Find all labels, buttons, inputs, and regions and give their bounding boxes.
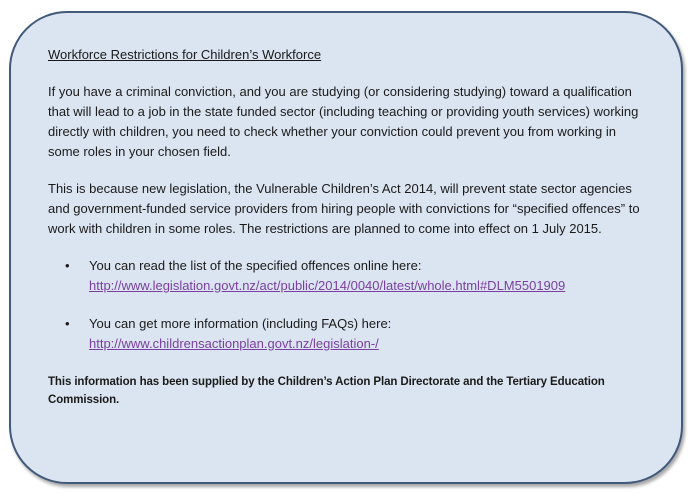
list-item-more-info [48, 314, 648, 354]
offences-link[interactable]: http://www.legislation.govt.nz/act/public/2014/0040/latest/whole.html#DLM5501909 [89, 278, 566, 293]
list-item-offences [48, 256, 648, 296]
paragraph-legislation: This is because new legislation, the Vulnerable Children’s Act 2014, will prevent state sector agencies and government-funded service providers from hiring people with convictions for “specified offences” to work with children in some roles. The restrictions are planned to come into effect on 1 July 2015. [48, 181, 640, 236]
bullet-icon: • [65, 258, 70, 273]
notice-panel [9, 11, 683, 484]
list-item-text: You can get more information (including FAQs) here: [89, 316, 392, 331]
bullet-icon: • [65, 316, 70, 331]
notice-title: Workforce Restrictions for Children’s Workforce [48, 47, 322, 62]
notice-content [48, 45, 648, 409]
resource-list [48, 256, 648, 354]
supplier-note: This information has been supplied by the Children’s Action Plan Directorate and the Tertiary Education Commission. [48, 376, 605, 406]
paragraph-conviction-check: If you have a criminal conviction, and you are studying (or considering studying) toward a qualification that will lead to a job in the state funded sector (including teaching or providing youth services) working directly with children, you need to check whether your conviction could prevent you from working in some roles in your chosen field. [48, 84, 639, 159]
more-info-link[interactable]: http://www.childrensactionplan.govt.nz/legislation-/ [89, 336, 379, 351]
list-item-text: You can read the list of the specified offences online here: [89, 258, 422, 273]
